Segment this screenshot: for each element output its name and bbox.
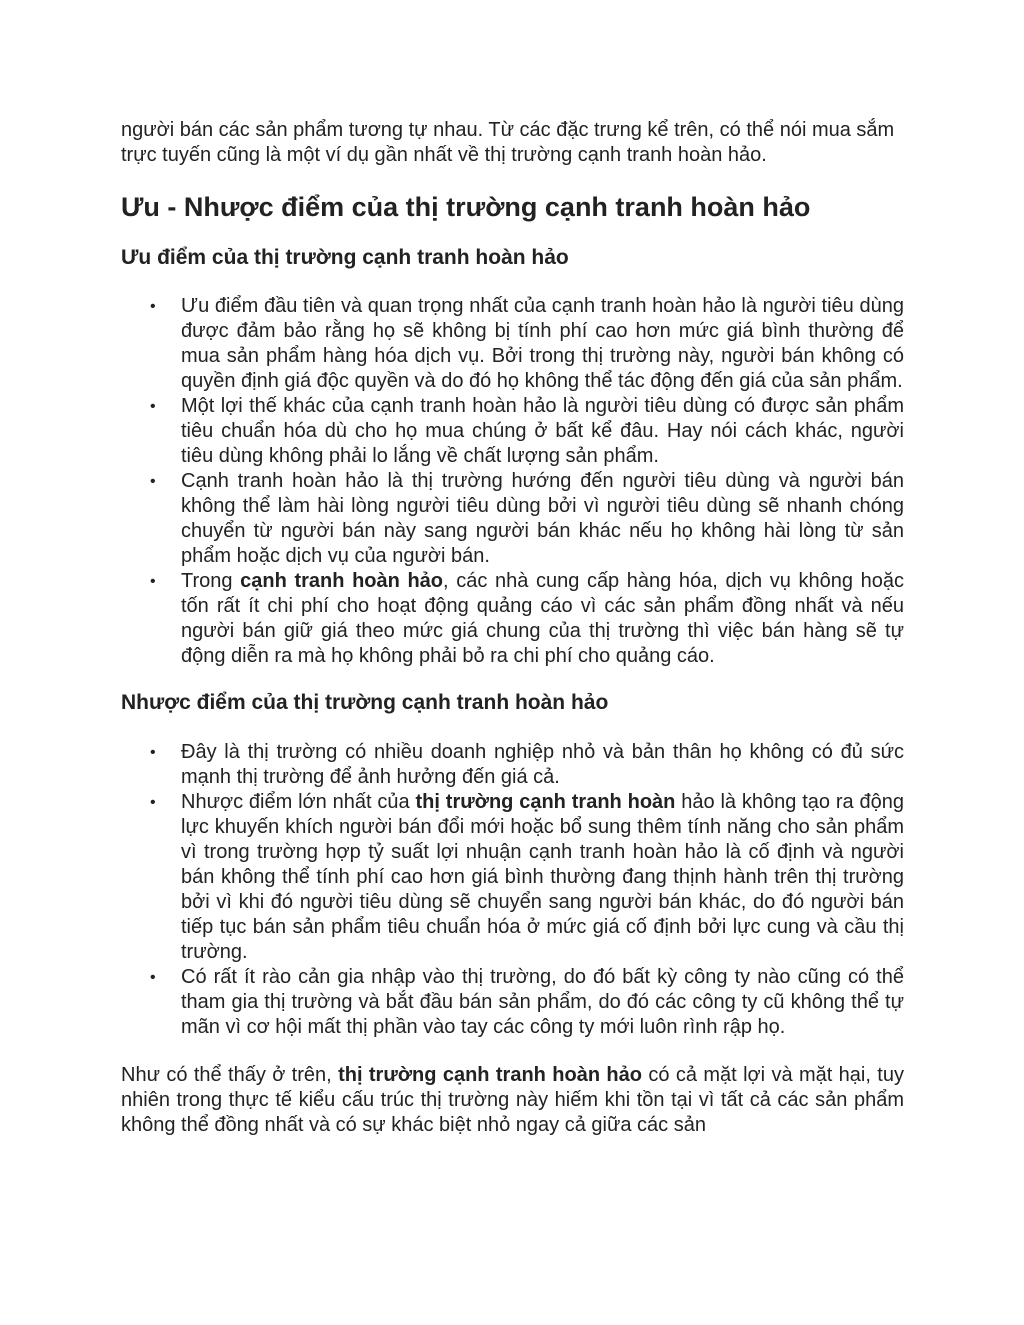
list-item bbox=[150, 965, 904, 1040]
document-page bbox=[121, 118, 904, 1138]
list-item-bold-term: cạnh tranh hoàn hảo bbox=[240, 570, 444, 592]
list-item bbox=[150, 469, 904, 569]
conclusion-text-before: Như có thể thấy ở trên, bbox=[121, 1064, 339, 1086]
list-item-text: Có rất ít rào cản gia nhập vào thị trường, do đó bất kỳ công ty nào cũng có thể tham gia thị trường và bắt đầu bán sản phẩm, do đó các công ty cũ không thể tự mãn vì cơ hội mất thị phần vào tay các công ty mới luôn rình rập họ. bbox=[181, 966, 904, 1038]
list-item-text-before: Nhược điểm lớn nhất của bbox=[181, 791, 416, 813]
list-item-text-after: hảo là không tạo ra động lực khuyến khích người bán đổi mới hoặc bổ sung thêm tính năng cho sản phẩm vì trong trường hợp tỷ suất lợi nhuận cạnh tranh hoàn hảo là cố định và người bán không thể tính phí cao hơn giá bình thường đang thịnh hành trên thị trường bởi vì khi đó người tiêu dùng sẽ chuyển sang người bán khác, do đó người bán tiếp tục bán sản phẩm tiêu chuẩn hóa ở mức giá cố định bởi lực cung và cầu thị trường. bbox=[181, 791, 904, 963]
list-item bbox=[150, 790, 904, 965]
bullet-icon: • bbox=[150, 573, 156, 590]
pros-heading: Ưu điểm của thị trường cạnh tranh hoàn hảo bbox=[121, 246, 569, 269]
pros-list bbox=[121, 294, 904, 669]
cons-list bbox=[121, 740, 904, 1040]
bullet-icon: • bbox=[150, 744, 156, 761]
main-heading: Ưu - Nhược điểm của thị trường cạnh tranh hoàn hảo bbox=[121, 192, 811, 222]
list-item bbox=[150, 569, 905, 669]
list-item-text: Ưu điểm đầu tiên và quan trọng nhất của cạnh tranh hoàn hảo là người tiêu dùng được đảm bảo rằng họ sẽ không bị tính phí cao hơn mức giá bình thường để mua sản phẩm hàng hóa dịch vụ. Bởi trong thị trường này, người bán không có quyền định giá độc quyền và do đó họ không thể tác động đến giá của sản phẩm. bbox=[181, 295, 904, 392]
intro-paragraph: người bán các sản phẩm tương tự nhau. Từ các đặc trưng kể trên, có thể nói mua sắm trực tuyến cũng là một ví dụ gần nhất về thị trường cạnh tranh hoàn hảo. bbox=[121, 119, 895, 166]
list-item bbox=[150, 294, 904, 394]
conclusion-bold-term: thị trường cạnh tranh hoàn hảo bbox=[338, 1064, 642, 1086]
conclusion-text-after: có cả mặt lợi và mặt hại, tuy nhiên trong thực tế kiểu cấu trúc thị trường này hiếm khi tồn tại vì tất cả các sản phẩm không thể đồng nhất và có sự khác biệt nhỏ ngay cả giữa các sản bbox=[121, 1064, 904, 1136]
conclusion-paragraph bbox=[121, 1063, 904, 1138]
bullet-icon: • bbox=[150, 398, 156, 415]
cons-heading: Nhược điểm của thị trường cạnh tranh hoàn hảo bbox=[121, 691, 609, 714]
list-item-text-before: Trong bbox=[181, 570, 241, 592]
bullet-icon: • bbox=[150, 298, 156, 315]
list-item-text: Đây là thị trường có nhiều doanh nghiệp nhỏ và bản thân họ không có đủ sức mạnh thị trường để ảnh hưởng đến giá cả. bbox=[181, 741, 904, 788]
bullet-icon: • bbox=[150, 794, 156, 811]
list-item bbox=[150, 740, 904, 790]
bullet-icon: • bbox=[150, 473, 156, 490]
list-item-text: Một lợi thế khác của cạnh tranh hoàn hảo là người tiêu dùng có được sản phẩm tiêu chuẩn hóa dù cho họ mua chúng ở bất kể đâu. Hay nói cách khác, người tiêu dùng không phải lo lắng về chất lượng sản phẩm. bbox=[181, 395, 904, 467]
list-item-text-after: , các nhà cung cấp hàng hóa, dịch vụ không hoặc tốn rất ít chi phí cho hoạt động quảng cáo vì các sản phẩm đồng nhất và nếu người bán giữ giá theo mức giá chung của thị trường thì việc bán hàng sẽ tự động diễn ra mà họ không phải bỏ ra chi phí cho quảng cáo. bbox=[181, 570, 905, 667]
list-item-bold-term: thị trường cạnh tranh hoàn bbox=[415, 791, 676, 813]
bullet-icon: • bbox=[150, 969, 156, 986]
list-item-text: Cạnh tranh hoàn hảo là thị trường hướng đến người tiêu dùng và người bán không thể làm hài lòng người tiêu dùng bởi vì người tiêu dùng sẽ nhanh chóng chuyển từ người bán này sang người bán khác nếu họ không hài lòng từ sản phẩm hoặc dịch vụ của người bán. bbox=[181, 470, 904, 567]
list-item bbox=[150, 394, 904, 469]
